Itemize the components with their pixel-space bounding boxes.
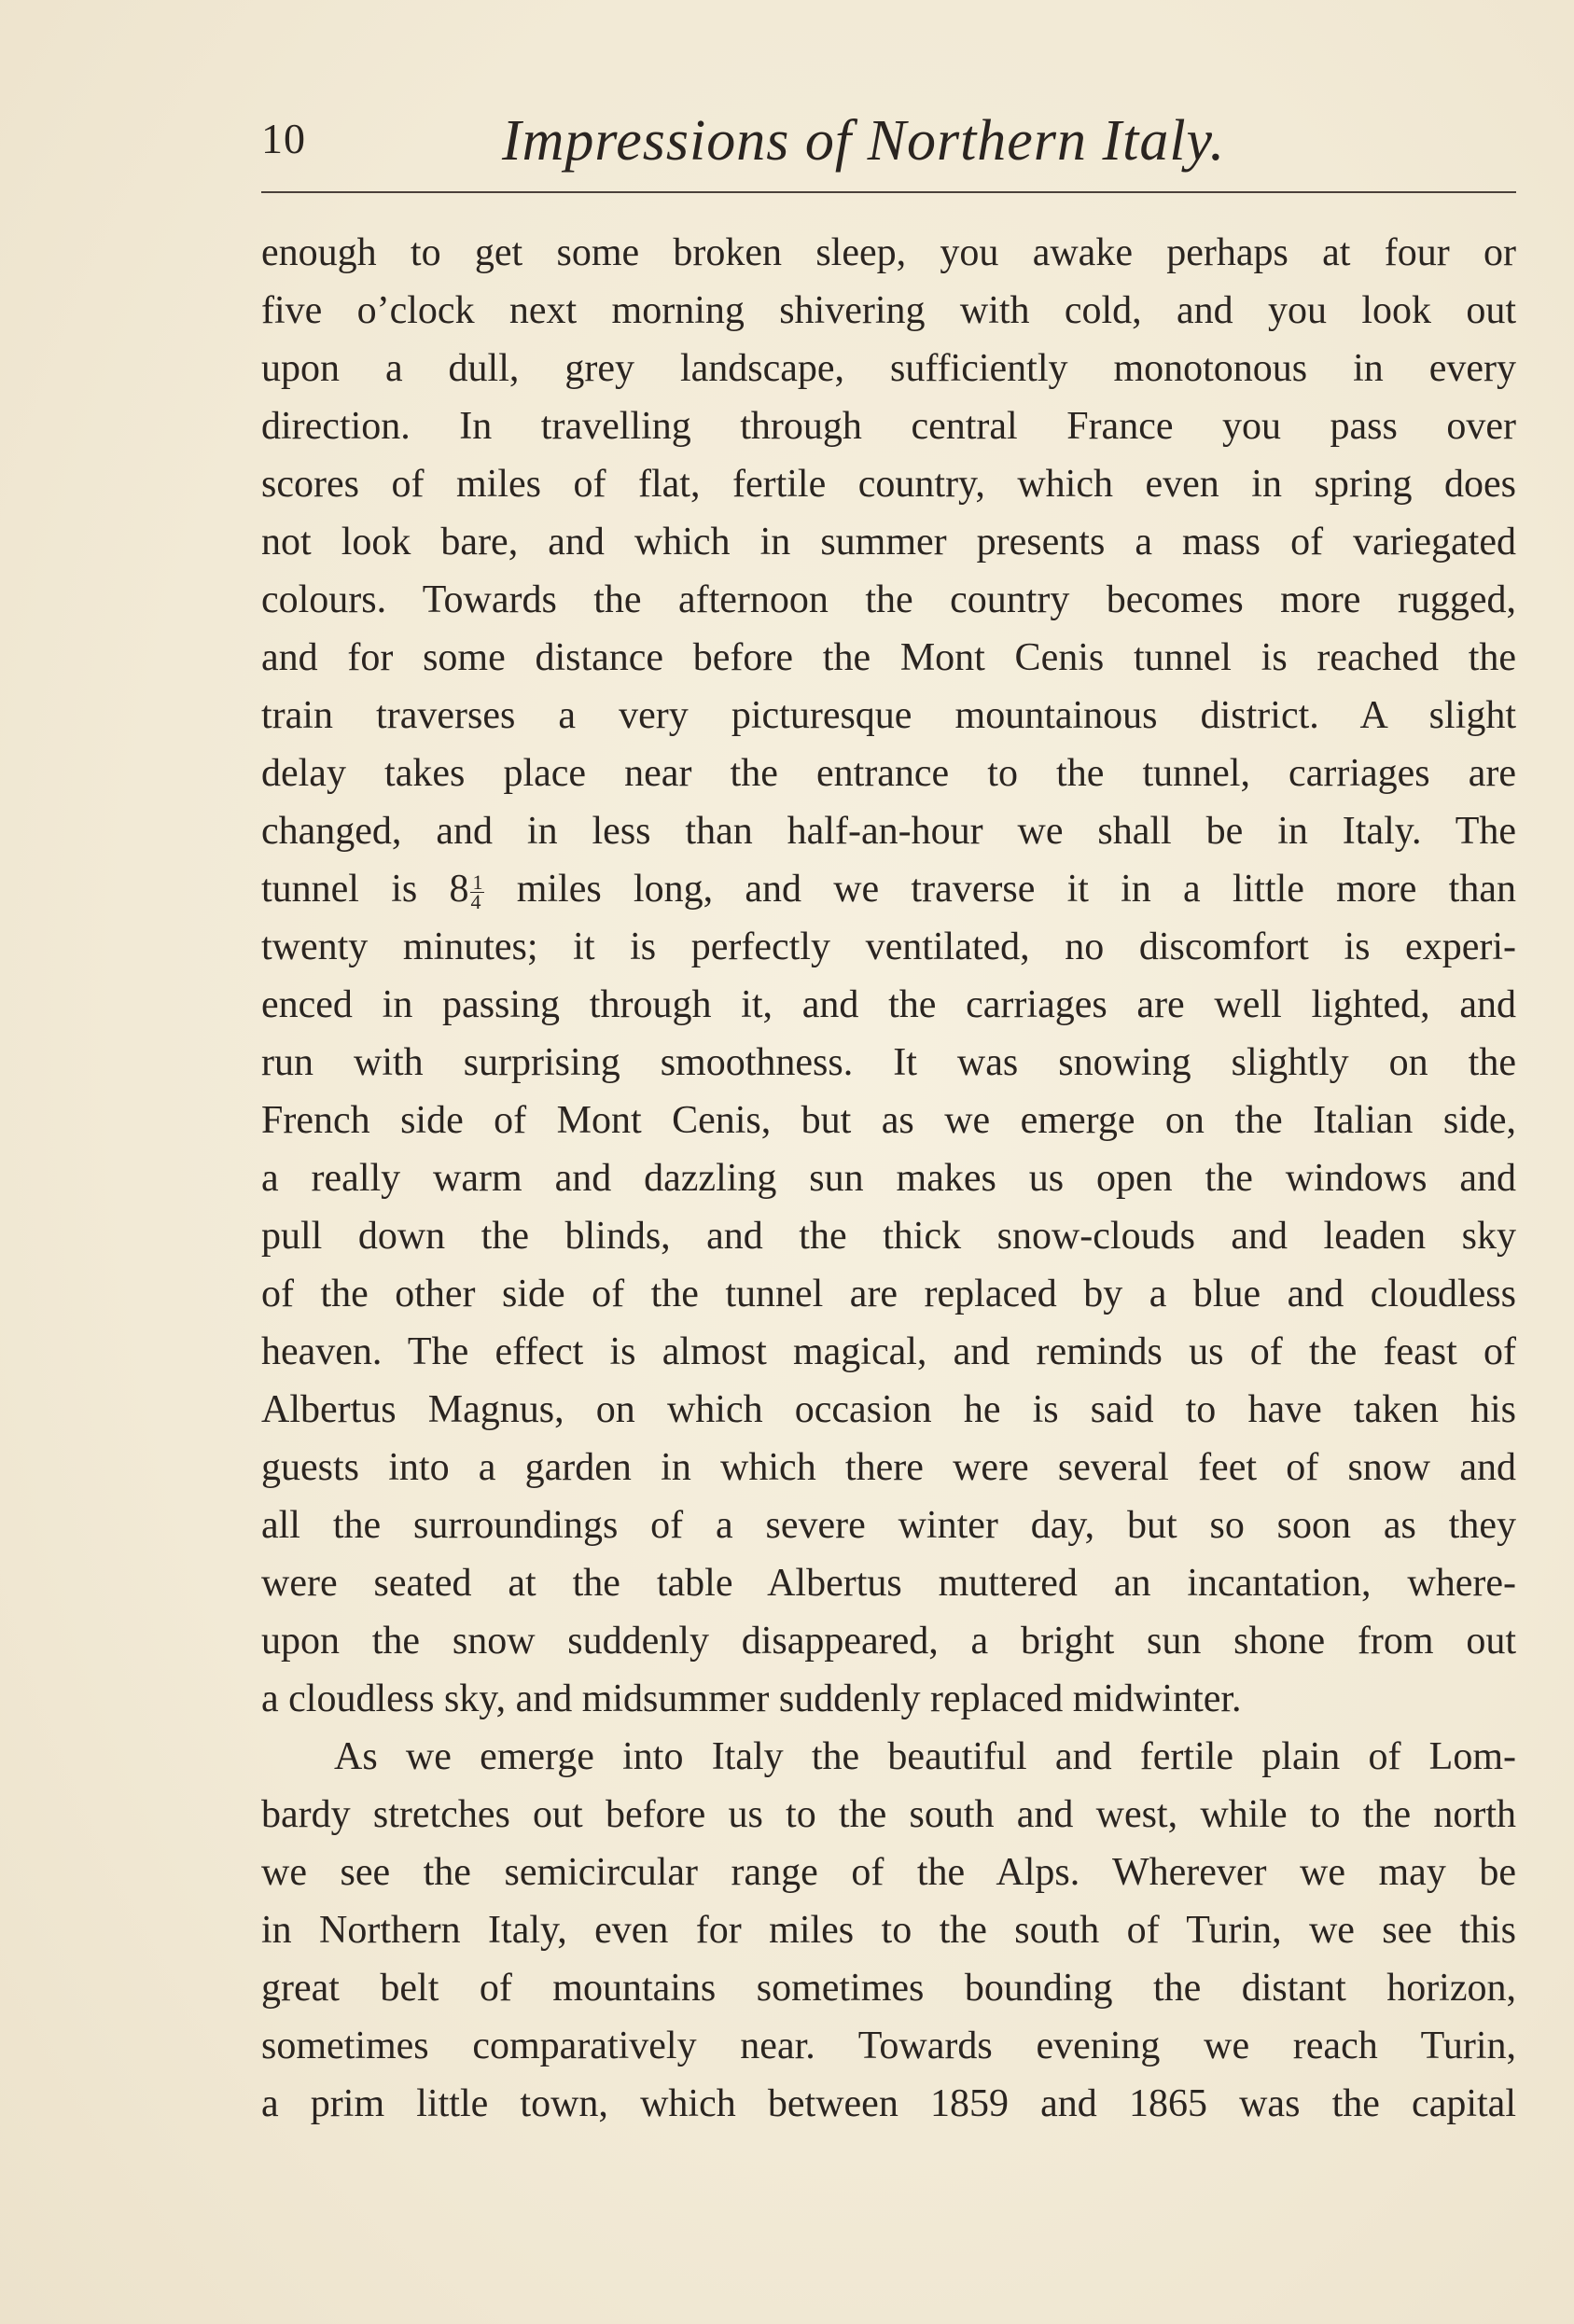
text-line: colours. Towards the afternoon the country becomes more rugged, — [261, 578, 1516, 621]
text-line: a cloudless sky, and midsummer suddenly replaced midwinter. — [261, 1677, 1242, 1720]
header-rule — [261, 191, 1516, 193]
tunnel-text-after: miles long, and we traverse it in a little more than — [484, 868, 1516, 911]
text-line: sometimes comparatively near. Towards evening we reach Turin, — [261, 2025, 1516, 2067]
text-line: great belt of mountains sometimes bounding the distant horizon, — [261, 1967, 1516, 2010]
text-line: enough to get some broken sleep, you awake perhaps at four or — [261, 231, 1516, 274]
text-line: we see the semicircular range of the Alps. Wherever we may be — [261, 1851, 1516, 1894]
fraction-denominator: 4 — [470, 889, 481, 913]
text-line: Albertus Magnus, on which occasion he is said to have taken his — [261, 1388, 1516, 1431]
tunnel-text-before: tunnel is 8 — [261, 868, 469, 911]
text-line: upon the snow suddenly disappeared, a bright sun shone from out — [261, 1620, 1516, 1663]
text-line-tunnel — [261, 860, 1516, 918]
text-line: heaven. The effect is almost magical, and reminds us of the feast of — [261, 1330, 1516, 1373]
text-line: not look bare, and which in summer presents a mass of variegated — [261, 521, 1516, 564]
text-line: twenty minutes; it is perfectly ventilated, no discomfort is experi- — [261, 925, 1516, 968]
text-line: a prim little town, which between 1859 and 1865 was the capital — [261, 2082, 1516, 2125]
fraction-numerator: 1 — [472, 870, 483, 894]
text-line: five o’clock next morning shivering with cold, and you look out — [261, 289, 1516, 332]
text-line: enced in passing through it, and the carriages are well lighted, and — [261, 983, 1516, 1026]
page-header — [261, 103, 1516, 177]
text-line: a really warm and dazzling sun makes us open the windows and — [261, 1157, 1516, 1200]
text-line: upon a dull, grey landscape, sufficiently monotonous in every — [261, 347, 1516, 390]
text-line: and for some distance before the Mont Cenis tunnel is reached the — [261, 636, 1516, 679]
body-text — [261, 224, 1516, 2133]
text-line: pull down the blinds, and the thick snow-clouds and leaden sky — [261, 1215, 1516, 1258]
text-line: changed, and in less than half-an-hour we shall be in Italy. The — [261, 810, 1516, 853]
text-line: run with surprising smoothness. It was snowing slightly on the — [261, 1041, 1516, 1084]
text-line: all the surroundings of a severe winter day, but so soon as they — [261, 1504, 1516, 1547]
text-line: train traverses a very picturesque mountainous district. A slight — [261, 694, 1516, 737]
text-line: delay takes place near the entrance to the tunnel, carriages are — [261, 752, 1516, 795]
text-line: French side of Mont Cenis, but as we emerge on the Italian side, — [261, 1099, 1516, 1142]
running-title: Impressions of Northern Italy. — [502, 109, 1226, 173]
fraction — [470, 870, 484, 913]
text-line: of the other side of the tunnel are replaced by a blue and cloudless — [261, 1273, 1516, 1315]
text-line: scores of miles of flat, fertile country, which even in spring does — [261, 463, 1516, 506]
text-line: bardy stretches out before us to the south and west, while to the north — [261, 1793, 1516, 1836]
paragraph-start-line: As we emerge into Italy the beautiful and fertile plain of Lom- — [334, 1735, 1516, 1778]
text-line: guests into a garden in which there were several feet of snow and — [261, 1446, 1516, 1489]
text-line: were seated at the table Albertus muttered an incantation, where- — [261, 1562, 1516, 1605]
text-line: in Northern Italy, even for miles to the south of Turin, we see this — [261, 1909, 1516, 1952]
text-line: direction. In travelling through central France you pass over — [261, 405, 1516, 448]
page-number: 10 — [261, 115, 306, 162]
